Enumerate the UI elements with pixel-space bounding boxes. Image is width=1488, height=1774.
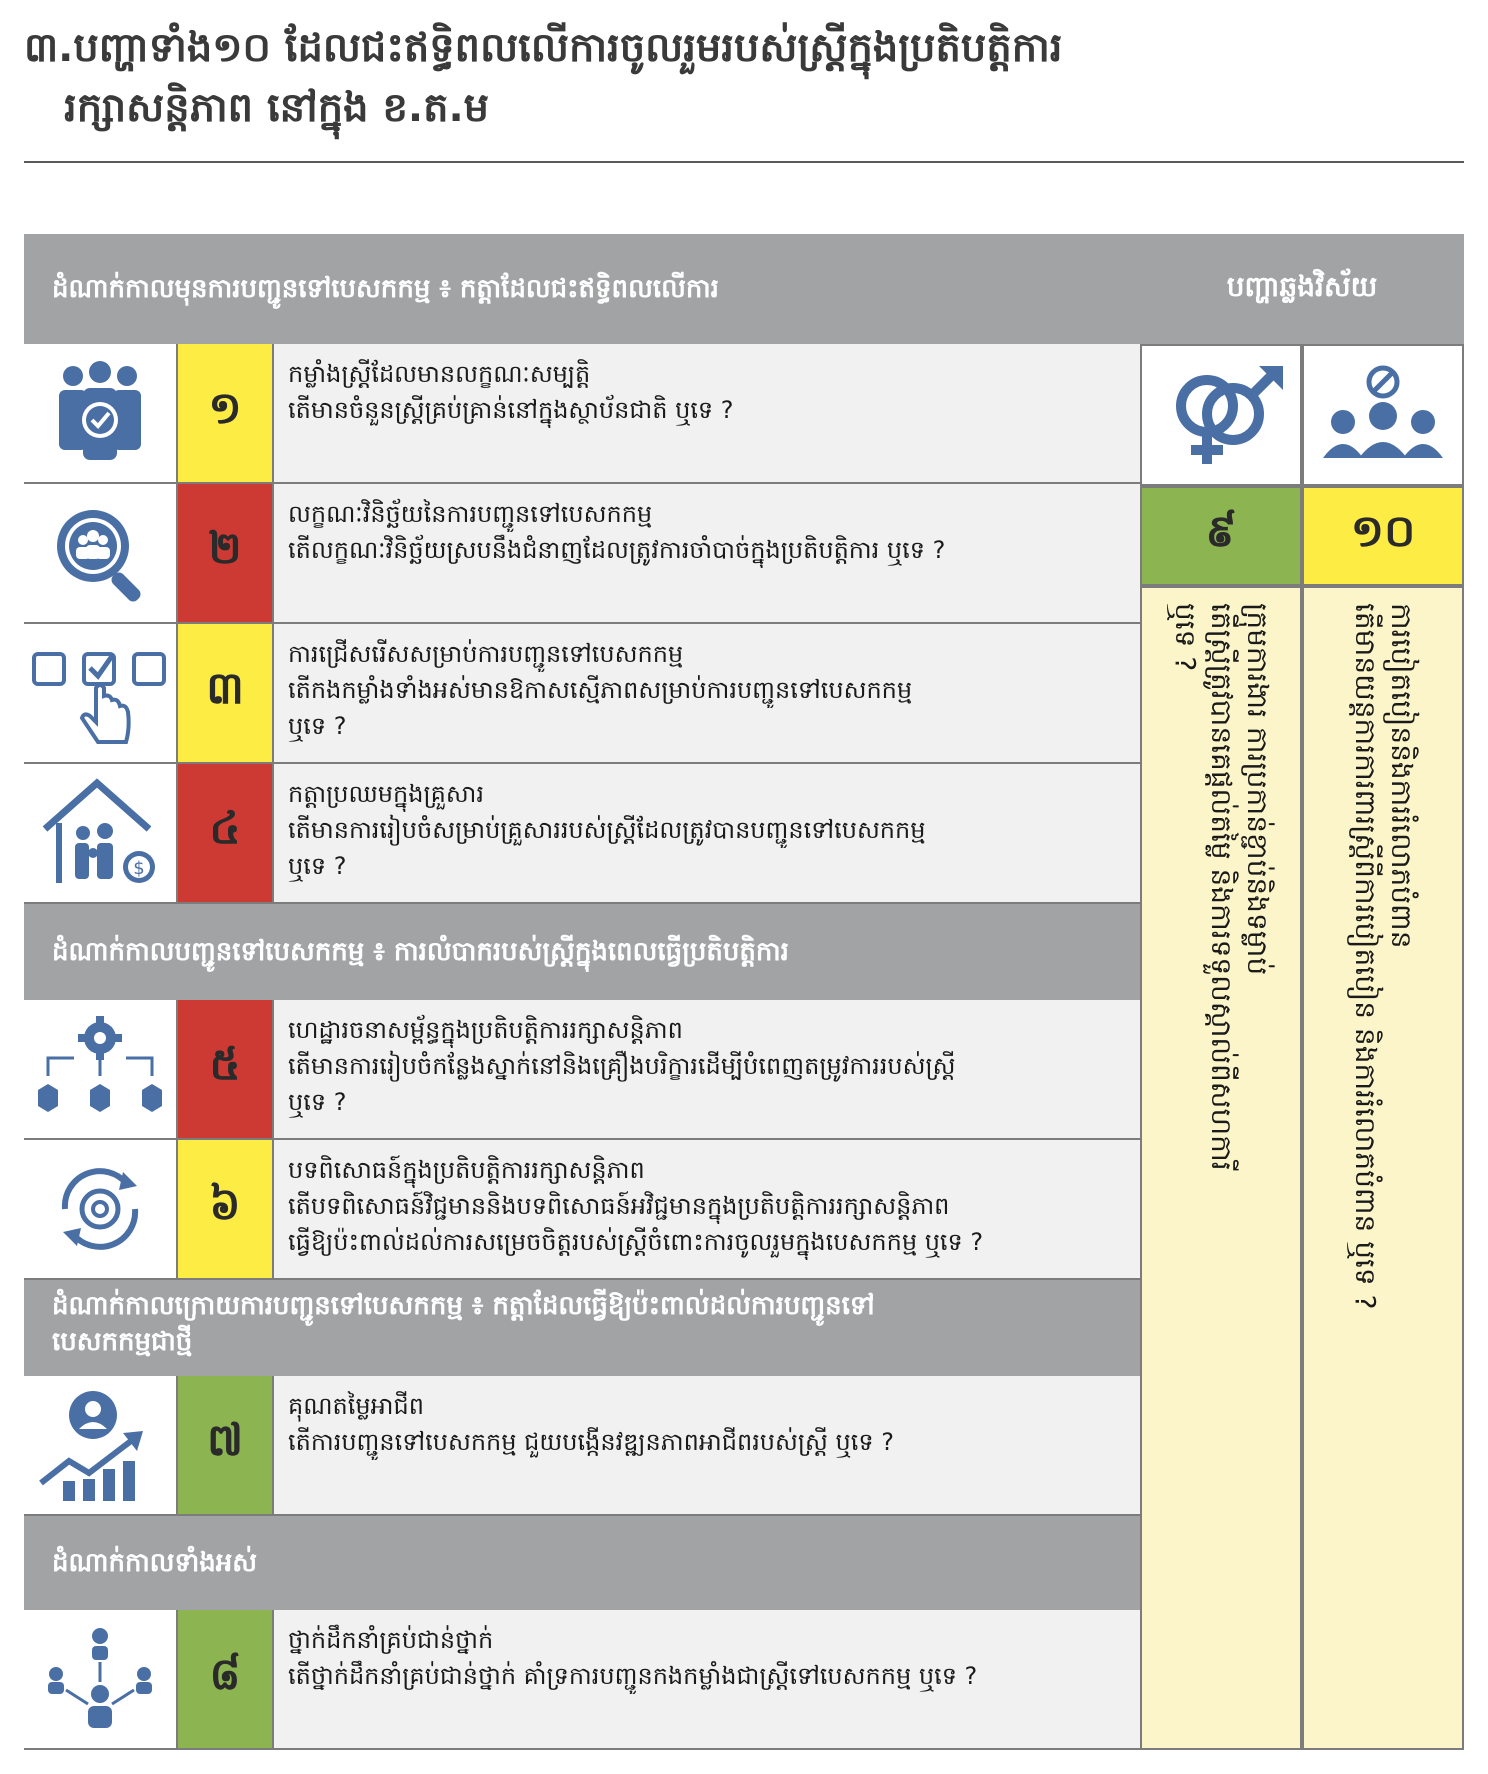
section-label: ដំណាក់កាលទាំងអស់	[52, 1548, 258, 1578]
issue-question-cont: ឬទេ ?	[288, 852, 347, 880]
family-home-icon	[24, 764, 176, 902]
issue-question-cont: ឬទេ ?	[288, 1088, 347, 1116]
section-band-post-deployment	[24, 1280, 1140, 1376]
issue-number: ៣	[176, 624, 274, 762]
issue-question: តើបទពិសោធន៍វិជ្ជមាននិងបទពិសោធន៍អវិជ្ជមានក្នុងប្រតិបត្តិការរក្សាសន្តិភាព	[288, 1192, 950, 1220]
leadership-network-icon	[24, 1610, 176, 1748]
issue-row-1	[24, 344, 1140, 484]
issue-question: តើកងកម្លាំងទាំងអស់មានឱកាសស្មើភាពសម្រាប់ការបញ្ជូនទៅបេសកកម្ម	[288, 676, 913, 704]
search-people-icon	[24, 484, 176, 622]
title-divider	[24, 161, 1464, 163]
issue-text	[274, 1000, 1140, 1138]
issue-text	[274, 1376, 1140, 1514]
issue-text	[274, 344, 1140, 482]
issue-row-4	[24, 764, 1140, 904]
issue-title: កត្តាប្រឈមក្នុងគ្រួសារ	[288, 780, 484, 808]
svg-text:$: $	[133, 858, 145, 879]
issue-number: ៤	[176, 764, 274, 902]
issue-question: តើលក្ខណៈវិនិច្ឆ័យស្របនឹងជំនាញដែលត្រូវការចាំបាច់ក្នុងប្រតិបត្តិការ ឬទេ ?	[288, 536, 946, 564]
cycle-gear-icon	[24, 1140, 176, 1278]
section-label-cont: បេសកកម្មជាថ្មី	[52, 1327, 193, 1357]
gender-symbols-icon	[1140, 344, 1302, 486]
issue-question: តើមានការរៀបចំសម្រាប់គ្រួសាររបស់ស្ត្រីដែលត្រូវបានបញ្ជូនទៅបេសកកម្ម	[288, 816, 926, 844]
cross-cutting-header	[1140, 234, 1464, 344]
issue-question: តើថ្នាក់ដឹកនាំគ្រប់ជាន់ថ្នាក់ គាំទ្រការបញ្ជូនកងកម្លាំងជាស្ត្រីទៅបេសកកម្ម ឬទេ ?	[288, 1662, 978, 1690]
issue-row-7	[24, 1376, 1140, 1516]
issue-title: ការបៀតបៀននិងការរំលោភបំពាន	[1385, 603, 1418, 949]
issue-title: ថ្នាក់ដឹកនាំគ្រប់ជាន់ថ្នាក់	[288, 1626, 494, 1654]
issue-row-2	[24, 484, 1140, 624]
issue-number: ៧	[176, 1376, 274, 1514]
issue-column-9	[1140, 586, 1302, 1750]
issue-number-9: ៩	[1140, 486, 1302, 586]
issue-title: បទពិសោធន៍ក្នុងប្រតិបត្តិការរក្សាសន្តិភាព	[288, 1156, 645, 1184]
issue-text	[274, 1610, 1140, 1748]
page-title	[24, 18, 1464, 138]
issue-question-cont: ឬទេ ?	[288, 712, 347, 740]
issue-text	[274, 484, 1140, 622]
issue-title: ហេដ្ឋារចនាសម្ព័ន្ធក្នុងប្រតិបត្តិការរក្សាសន្តិភាព	[288, 1016, 683, 1044]
issue-question: តើស្ត្រីត្រូវបានគេផ្តល់តម្លៃ និងការទទួលស្គាល់ពីសហការី	[1205, 603, 1238, 1171]
issue-text	[274, 624, 1140, 762]
section-band-deployment	[24, 904, 1140, 1000]
issue-number: ១	[176, 344, 274, 482]
section-label: ដំណាក់កាលក្រោយការបញ្ជូនទៅបេសកកម្ម ៖ កត្តាដែលធ្វើឱ្យប៉ះពាល់ដល់ការបញ្ជូនទៅ	[52, 1291, 875, 1321]
issue-text	[274, 764, 1140, 902]
issue-question-cont: ធ្វើឱ្យប៉ះពាល់ដល់ការសម្រេចចិត្តរបស់ស្ត្រីចំពោះការចូលរួមក្នុងបេសកកម្ម ឬទេ ?	[288, 1228, 984, 1256]
issue-title: កម្លាំងស្ត្រីដែលមានលក្ខណៈសម្បត្តិ	[288, 360, 591, 388]
section-label: ដំណាក់កាលមុនការបញ្ជូនទៅបេសកកម្ម ៖ កត្តាដែលជះឥទ្ធិពលលើការ	[52, 274, 719, 304]
issue-number: ២	[176, 484, 274, 622]
infrastructure-gear-icon	[24, 1000, 176, 1138]
issue-number: ៥	[176, 1000, 274, 1138]
issue-number-10: ១០	[1302, 486, 1464, 586]
issue-question-cont: ឬទេ ?	[1169, 603, 1202, 672]
no-harassment-icon	[1302, 344, 1464, 486]
issue-text-9	[1167, 603, 1275, 1733]
issue-row-6	[24, 1140, 1140, 1280]
issue-title: លក្ខណៈវិនិច្ឆ័យនៃការបញ្ជូនទៅបេសកកម្ម	[288, 500, 653, 528]
issue-question: តើមានចំនួនស្ត្រីគ្រប់គ្រាន់នៅក្នុងស្ថាប័នជាតិ ឬទេ ?	[288, 396, 734, 424]
career-growth-icon	[24, 1376, 176, 1514]
title-line-2: រក្សាសន្តិភាព នៅក្នុង ខ.ត.ម	[64, 85, 490, 131]
issue-row-5	[24, 1000, 1140, 1140]
issue-title: ការជ្រើសរើសសម្រាប់ការបញ្ជូនទៅបេសកកម្ម	[288, 640, 684, 668]
group-check-icon	[24, 344, 176, 482]
issue-question: តើការបញ្ជូនទៅបេសកកម្ម ជួយបង្កើនវឌ្ឍនភាពអាជីពរបស់ស្ត្រី ឬទេ ?	[288, 1428, 894, 1456]
issue-text-10	[1347, 603, 1419, 1733]
section-band-all-phases	[24, 1516, 1140, 1610]
issue-row-8	[24, 1610, 1140, 1750]
issue-number: ៦	[176, 1140, 274, 1278]
issue-title: គុណតម្លៃអាជីព	[288, 1392, 424, 1420]
title-line-1: ៣.បញ្ហាទាំង១០ ដែលជះឥទ្ធិពលលើការចូលរួមរបស់ស្ត្រីក្នុងប្រតិបត្តិការ	[24, 25, 1063, 71]
issue-number: ៨	[176, 1610, 274, 1748]
issue-column-10	[1302, 586, 1464, 1750]
selection-hand-icon	[24, 624, 176, 762]
issue-question: តើមានការរៀបចំកន្លែងស្នាក់នៅនិងគ្រឿងបរិក្ខារដើម្បីបំពេញតម្រូវការរបស់ស្ត្រី	[288, 1052, 956, 1080]
issue-text	[274, 1140, 1140, 1278]
section-label: ដំណាក់កាលបញ្ជូនទៅបេសកកម្ម ៖ ការលំបាករបស់ស្ត្រីក្នុងពេលធ្វើប្រតិបត្តិការ	[52, 937, 789, 967]
issue-row-3	[24, 624, 1140, 764]
section-band-pre-deployment	[24, 234, 1140, 344]
issue-title: ក្រុមការងារ ការប្រកាន់ខ្ជាប់និងទម្លាប់	[1241, 603, 1274, 976]
cross-cutting-label: បញ្ហាឆ្លងវិស័យ	[1226, 269, 1378, 303]
issue-question: តើមានយន្តការការពារស្ត្រីពីការបៀតបៀន និងការរំលោភបំពាន ឬទេ ?	[1349, 603, 1382, 1310]
